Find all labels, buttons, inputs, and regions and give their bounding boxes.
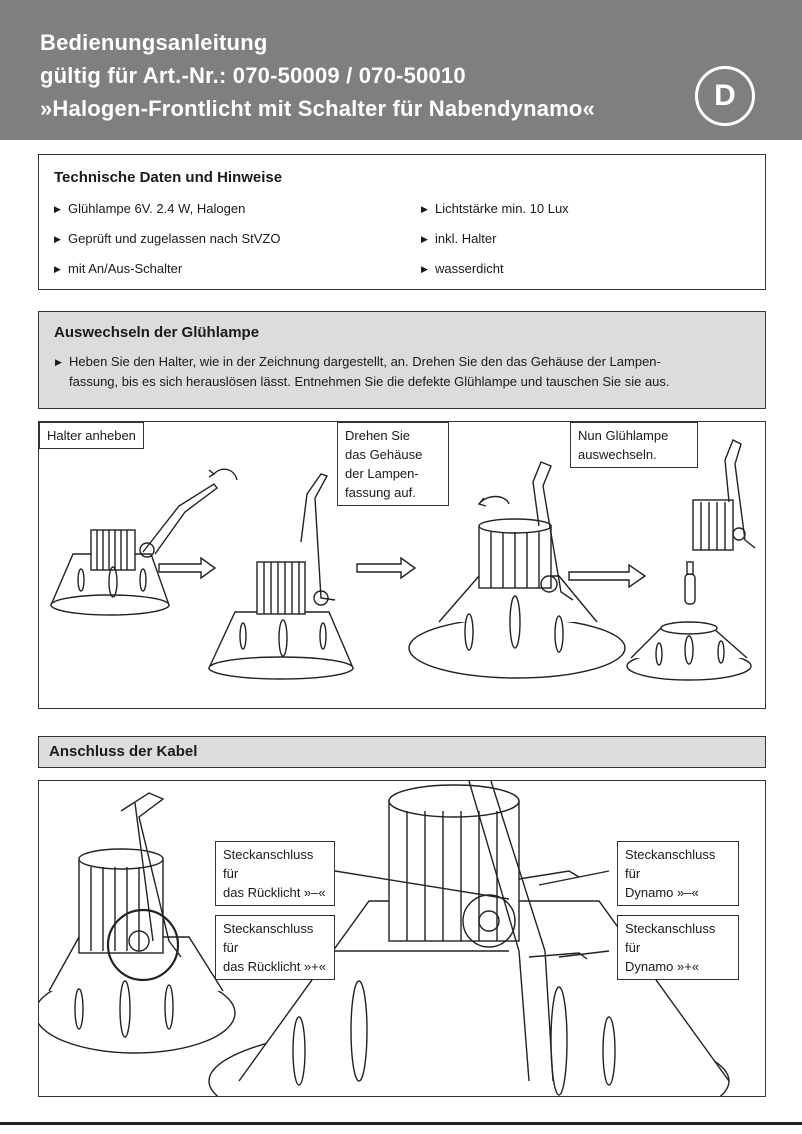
- lamp-drawing-2: [209, 474, 353, 679]
- leader-dyn-minus: [539, 871, 609, 885]
- tech-item: ▶ Lichtstärke min. 10 Lux: [421, 201, 569, 216]
- step-label-turn-housing: Drehen Sie das Gehäuse der Lampen- fassung auf.: [337, 422, 449, 506]
- tech-item: ▶ Geprüft und zugelassen nach StVZO: [54, 231, 281, 246]
- tech-title: Technische Daten und Hinweise: [54, 169, 283, 186]
- language-badge: D: [695, 66, 755, 126]
- bulb-swap-box: [38, 311, 766, 409]
- tech-item: ▶ mit An/Aus-Schalter: [54, 261, 183, 276]
- footer-rule: [0, 1122, 802, 1125]
- header-banner: [0, 0, 802, 140]
- tech-item: ▶ Glühlampe 6V. 2.4 W, Halogen: [54, 201, 246, 216]
- label-rear-plus: Steckanschluss für das Rücklicht »+«: [215, 915, 335, 980]
- tech-data-box: [38, 154, 766, 290]
- label-dynamo-plus: Steckanschluss für Dynamo »+«: [617, 915, 739, 980]
- swap-instructions: ▶ Heben Sie den Halter, wie in der Zeichnung dargestellt, an. Drehen Sie den das Gehäuse der Lampen- fassung, bis es sich herauslösen lässt. Entnehmen Sie die defekte Glühlampe und tauschen Sie sie aus.: [55, 352, 755, 392]
- product-name: »Halogen-Frontlicht mit Schalter für Nabendynamo«: [40, 96, 595, 121]
- tech-item: ▶ inkl. Halter: [421, 231, 497, 246]
- manual-title: Bedienungsanleitung: [40, 30, 268, 55]
- step-label-lift-holder: Halter anheben: [39, 422, 144, 449]
- lamp-drawing-4: [627, 440, 755, 680]
- lamp-drawing-1: [51, 469, 237, 615]
- label-dynamo-minus: Steckanschluss für Dynamo »–«: [617, 841, 739, 906]
- tech-item: ▶ wasserdicht: [421, 261, 504, 276]
- cables-title: Anschluss der Kabel: [49, 743, 198, 760]
- label-rear-minus: Steckanschluss für das Rücklicht »–«: [215, 841, 335, 906]
- cables-section-header: [38, 736, 766, 768]
- swap-text-line-2: fassung, bis es sich herauslösen lässt. Entnehmen Sie die defekte Glühlampe und tauschen Sie sie aus.: [69, 374, 670, 389]
- small-lamp-drawing: [39, 793, 235, 1053]
- article-numbers: gültig für Art.-Nr.: 070-50009 / 070-50010: [40, 63, 466, 88]
- cables-illustration: [38, 780, 766, 1097]
- bulb-swap-illustration: [38, 421, 766, 709]
- step-label-replace-bulb: Nun Glühlampe auswechseln.: [570, 422, 698, 468]
- swap-text-line-1: Heben Sie den Halter, wie in der Zeichnung dargestellt, an. Drehen Sie den das Gehäuse der Lampen-: [69, 354, 661, 369]
- swap-title: Auswechseln der Glühlampe: [54, 324, 260, 341]
